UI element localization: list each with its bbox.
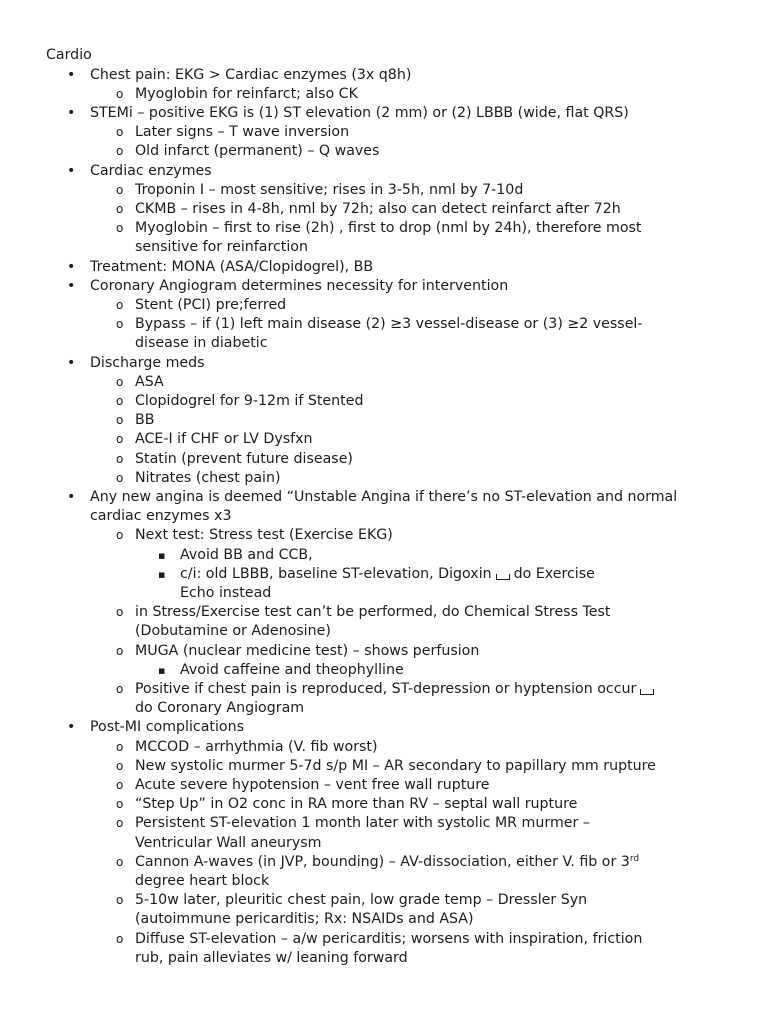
square-bullet-icon: ▪ — [158, 663, 166, 677]
circle-bullet-icon: o — [116, 432, 124, 447]
sub-item-text: Next test: Stress test (Exercise EKG) — [135, 527, 393, 544]
circle-bullet-icon: o — [116, 682, 124, 696]
sub-item — [0, 450, 718, 469]
sub-sub-item-text: Avoid BB and CCB, — [180, 546, 313, 563]
square-bullet-icon: ▪ — [158, 548, 166, 562]
arrow-icon — [496, 574, 510, 580]
bullet-icon: • — [67, 354, 76, 371]
sub-sub-item — [0, 546, 668, 565]
sub-item-text: in Stress/Exercise test can’t be performed, do Chemical Stress Test (Dobutamine or Adenosine) — [135, 604, 611, 640]
circle-bullet-icon: o — [116, 144, 124, 159]
circle-bullet-icon: o — [116, 125, 124, 140]
sub-list — [90, 296, 718, 354]
sub-item — [0, 219, 718, 257]
sub-item-text — [135, 680, 668, 718]
sub-item — [0, 891, 718, 929]
sub-sub-item-text — [180, 565, 618, 603]
sub-item — [0, 296, 718, 315]
sub-sub-item — [0, 565, 668, 603]
list-item — [0, 258, 768, 277]
text-part: c/i: old LBBB, baseline ST-elevation, Digoxin — [180, 565, 492, 582]
text-part: degree heart block — [135, 873, 270, 890]
arrow-icon — [640, 689, 654, 695]
sub-item-text: Later signs – T wave inversion — [135, 124, 350, 141]
sub-item-text: Clopidogrel for 9-12m if Stented — [135, 392, 364, 409]
bullet-icon: • — [67, 719, 76, 736]
sub-item — [0, 200, 718, 219]
sub-item — [0, 373, 718, 392]
circle-bullet-icon: o — [116, 797, 124, 812]
sub-item-text: 5-10w later, pleuritic chest pain, low grade temp – Dressler Syn (autoimmune pericarditis; Rx: NSAIDs and ASA) — [135, 892, 588, 928]
sub-item — [0, 123, 718, 142]
circle-bullet-icon: o — [116, 451, 124, 466]
item-text: Coronary Angiogram determines necessity for intervention — [90, 277, 509, 294]
sub-item-text: Troponin I – most sensitive; rises in 3-5h, nml by 7-10d — [135, 181, 524, 198]
sub-list — [90, 181, 718, 258]
sub-item — [0, 430, 718, 449]
sub-item — [0, 680, 718, 718]
circle-bullet-icon: o — [116, 297, 124, 312]
sub-list — [90, 373, 718, 488]
sub-item — [0, 738, 718, 757]
circle-bullet-icon: o — [116, 413, 124, 428]
sub-item — [0, 603, 718, 641]
bullet-icon: • — [67, 277, 76, 294]
item-text: Any new angina is deemed “Unstable Angina if there’s no ST-elevation and normal cardiac enzymes x3 — [90, 488, 678, 525]
sub-item-text: Myoglobin – first to rise (2h) , first to drop (nml by 24h), therefore most sensitive for reinfarction — [135, 220, 642, 256]
sub-item-text: Diffuse ST-elevation – a/w pericarditis; worsens with inspiration, friction rub, pain alleviates w/ leaning forward — [135, 930, 643, 966]
sub-item-text: BB — [135, 412, 155, 429]
list-item — [0, 277, 768, 354]
circle-bullet-icon: o — [116, 643, 124, 658]
sub-item-text: Acute severe hypotension – vent free wall rupture — [135, 777, 490, 794]
sub-item-text: “Step Up” in O2 conc in RA more than RV – septal wall rupture — [135, 796, 578, 813]
sub-item — [0, 814, 718, 852]
sub-item-text: Statin (prevent future disease) — [135, 450, 353, 467]
sub-item — [0, 757, 718, 776]
sub-item — [0, 642, 718, 680]
list-item — [0, 66, 768, 104]
notes-list — [0, 66, 768, 969]
sub-item-text: New systolic murmer 5-7d s/p MI – AR secondary to papillary mm rupture — [135, 757, 656, 774]
sub-sub-item-text: Avoid caffeine and theophylline — [180, 661, 404, 678]
bullet-icon: • — [67, 258, 76, 275]
sub-item — [0, 853, 718, 891]
superscript: rd — [629, 853, 640, 864]
circle-bullet-icon: o — [116, 739, 124, 754]
sub-item-text — [135, 853, 668, 891]
sub-item — [0, 181, 718, 200]
sub-item-text: Nitrates (chest pain) — [135, 469, 281, 486]
sub-item — [0, 930, 718, 968]
sub-item-text: MCCOD – arrhythmia (V. fib worst) — [135, 738, 378, 755]
sub-item-text: Myoglobin for reinfarct; also CK — [135, 85, 358, 102]
circle-bullet-icon: o — [116, 182, 124, 197]
list-item — [0, 488, 768, 718]
list-item — [0, 162, 768, 258]
item-text: Cardiac enzymes — [90, 162, 212, 179]
circle-bullet-icon: o — [116, 86, 124, 101]
text-part: Cannon A-waves (in JVP, bounding) – AV-dissociation, either V. fib or 3 — [135, 853, 630, 870]
circle-bullet-icon: o — [116, 201, 124, 216]
bullet-icon: • — [67, 488, 76, 505]
sub-item — [0, 526, 718, 603]
sub-sub-item — [0, 661, 668, 680]
square-bullet-icon: ▪ — [158, 567, 166, 581]
sub-item — [0, 392, 718, 411]
circle-bullet-icon: o — [116, 393, 124, 408]
bullet-icon: • — [67, 66, 76, 83]
circle-bullet-icon: o — [116, 816, 124, 831]
sub-item-text: ACE-I if CHF or LV Dysfxn — [135, 431, 313, 448]
page-title: Cardio — [46, 47, 92, 63]
circle-bullet-icon: o — [116, 528, 124, 543]
sub-item-text: Bypass – if (1) left main disease (2) ≥3 vessel-disease or (3) ≥2 vessel-disease in diabetic — [135, 316, 643, 352]
list-item — [0, 718, 768, 968]
text-part: do Exercise Echo instead — [180, 565, 595, 601]
sub-sub-list — [135, 546, 668, 604]
sub-list — [90, 526, 718, 718]
sub-item-text: MUGA (nuclear medicine test) – shows perfusion — [135, 642, 480, 659]
sub-list — [90, 85, 718, 104]
sub-item-text: Old infarct (permanent) – Q waves — [135, 143, 380, 160]
sub-item — [0, 142, 718, 161]
item-text: Post-MI complications — [90, 719, 244, 736]
item-text: Chest pain: EKG > Cardiac enzymes (3x q8h) — [90, 66, 412, 83]
sub-item — [0, 469, 718, 488]
sub-item — [0, 795, 718, 814]
circle-bullet-icon: o — [116, 854, 124, 869]
sub-item — [0, 411, 718, 430]
text-part: do Coronary Angiogram — [135, 700, 305, 717]
item-text: Discharge meds — [90, 354, 205, 371]
circle-bullet-icon: o — [116, 317, 124, 332]
circle-bullet-icon: o — [116, 778, 124, 793]
text-part: Positive if chest pain is reproduced, ST-depression or hyptension occur — [135, 681, 637, 697]
item-text: STEMi – positive EKG is (1) ST elevation (2 mm) or (2) LBBB (wide, flat QRS) — [90, 104, 629, 121]
circle-bullet-icon: o — [116, 931, 124, 946]
sub-item-text: CKMB – rises in 4-8h, nml by 72h; also can detect reinfarct after 72h — [135, 200, 621, 217]
list-item — [0, 104, 768, 162]
sub-item-text: Stent (PCI) pre;ferred — [135, 296, 287, 313]
circle-bullet-icon: o — [116, 605, 124, 620]
sub-item — [0, 85, 718, 104]
bullet-icon: • — [67, 104, 76, 121]
list-item — [0, 354, 768, 488]
sub-item-text: Persistent ST-elevation 1 month later with systolic MR murmer – Ventricular Wall aneurysm — [135, 815, 590, 851]
circle-bullet-icon: o — [116, 470, 124, 485]
item-text: Treatment: MONA (ASA/Clopidogrel), BB — [90, 258, 374, 275]
circle-bullet-icon: o — [116, 374, 124, 389]
circle-bullet-icon: o — [116, 893, 124, 908]
sub-item-text: ASA — [135, 373, 164, 390]
sub-sub-list — [135, 661, 668, 680]
circle-bullet-icon: o — [116, 221, 124, 236]
sub-item — [0, 315, 718, 353]
sub-list — [90, 738, 718, 968]
circle-bullet-icon: o — [116, 758, 124, 773]
bullet-icon: • — [67, 162, 76, 179]
sub-list — [90, 123, 718, 161]
sub-item — [0, 776, 718, 795]
